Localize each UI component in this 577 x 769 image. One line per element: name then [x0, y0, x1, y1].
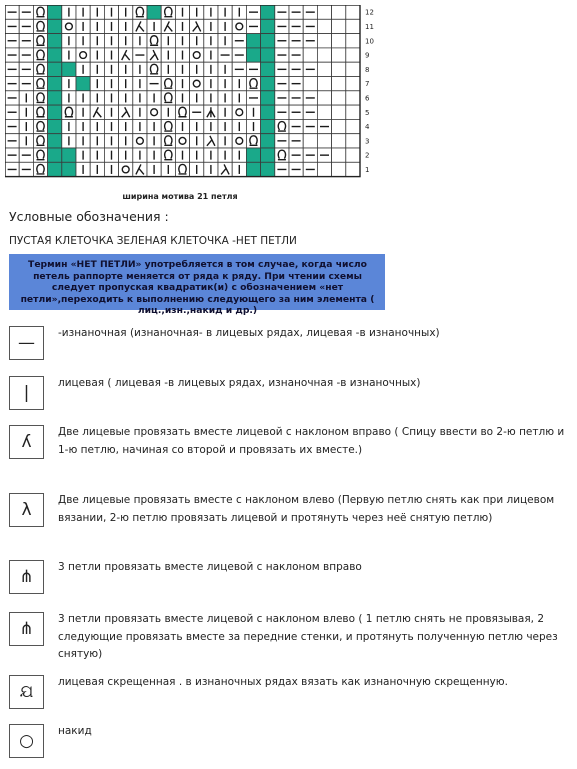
- chart-cell: [246, 148, 260, 162]
- legend-item-text: Две лицевые провязать вместе с наклоном влево (Первую петлю снять как при лицевом вязании, 2-ю петлю провязать лицевой и протянуть через неё снятую петлю): [58, 494, 555, 524]
- chart-cell: [332, 48, 346, 62]
- legend-item-text: 3 петли провязать вместе лицевой с наклоном вправо: [58, 561, 362, 573]
- chart-cell: [332, 105, 346, 119]
- row-number-label: 6: [365, 94, 370, 103]
- chart-cell: [246, 48, 260, 62]
- chart-grid: [5, 5, 380, 190]
- purl-symbol-icon: —: [9, 326, 44, 360]
- chart-cell: [332, 5, 346, 19]
- chart-cell: [332, 148, 346, 162]
- chart-cell: [175, 134, 189, 148]
- chart-cell: [303, 77, 317, 91]
- legend-item-text: Две лицевые провязать вместе лицевой с наклоном вправо ( Спицу ввести во 2-ю петлю и 1-ю петлю, начиная со второй и провязать их вместе.): [58, 426, 565, 456]
- row-number-label: 4: [365, 123, 370, 132]
- k3tog-right-icon: ⋔: [9, 560, 44, 594]
- chart-cell: [48, 105, 62, 119]
- chart-cell: [147, 5, 161, 19]
- row-number-label: 1: [365, 165, 370, 174]
- chart-cell: [346, 148, 360, 162]
- chart-cell: [62, 62, 76, 76]
- chart-cell: [48, 48, 62, 62]
- chart-cell: [332, 162, 346, 176]
- chart-cell: [48, 91, 62, 105]
- chart-cell: [48, 19, 62, 33]
- chart-cell: [261, 77, 275, 91]
- k2tog-right-icon: ʎ: [9, 425, 44, 459]
- chart-cell: [261, 119, 275, 133]
- chart-cell: [190, 48, 204, 62]
- chart-cell: [346, 105, 360, 119]
- chart-cell: [346, 119, 360, 133]
- chart-cell: [317, 19, 331, 33]
- row-number-label: 7: [365, 80, 370, 89]
- chart-cell: [332, 34, 346, 48]
- chart-cell: [232, 105, 246, 119]
- chart-cell: [332, 19, 346, 33]
- yarn-over-icon: ○: [9, 724, 44, 758]
- chart-cell: [119, 162, 133, 176]
- chart-cell: [317, 134, 331, 148]
- chart-cell: [346, 62, 360, 76]
- chart-cell: [246, 162, 260, 176]
- row-number-label: 10: [365, 37, 374, 46]
- legend-item-text: лицевая ( лицевая -в лицевых рядах, изнаночная -в изнаночных): [58, 377, 421, 389]
- chart-cell: [346, 162, 360, 176]
- k2tog-left-icon: λ: [9, 493, 44, 527]
- chart-cell: [76, 77, 90, 91]
- chart-cell: [346, 77, 360, 91]
- chart-cell: [332, 119, 346, 133]
- chart-cell: [346, 134, 360, 148]
- twisted-knit-icon: ଯ: [9, 675, 44, 709]
- chart-cell: [48, 77, 62, 91]
- chart-cell: [48, 119, 62, 133]
- chart-cell: [48, 148, 62, 162]
- chart-cell: [317, 5, 331, 19]
- chart-cell: [190, 77, 204, 91]
- chart-cell: [317, 34, 331, 48]
- knitting-chart: [5, 5, 380, 205]
- chart-cell: [317, 77, 331, 91]
- chart-cell: [317, 162, 331, 176]
- knit-symbol-icon: |: [9, 376, 44, 410]
- chart-cell: [303, 48, 317, 62]
- chart-cell: [62, 148, 76, 162]
- row-number-label: 11: [365, 22, 374, 31]
- chart-cell: [232, 134, 246, 148]
- chart-cell: [261, 148, 275, 162]
- no-stitch-note: Термин «НЕТ ПЕТЛИ» употребляется в том случае, когда число петель раппорте меняется от ряда к ряду. При чтении схемы следует пропуская квадратик(и) с обозначением «нет петли»,переходить к выполнению следующего за ним элемента ( лиц.,изн.,накид и др.): [9, 254, 385, 310]
- chart-cell: [303, 134, 317, 148]
- legend-item-text: лицевая скрещенная . в изнаночных рядах вязать как изнаночную скрещенную.: [58, 676, 508, 688]
- chart-cell: [346, 48, 360, 62]
- row-number-label: 12: [365, 8, 374, 17]
- chart-cell: [261, 105, 275, 119]
- chart-cell: [346, 5, 360, 19]
- row-number-label: 9: [365, 51, 370, 60]
- chart-cell: [261, 91, 275, 105]
- chart-cell: [332, 62, 346, 76]
- chart-cell: [62, 162, 76, 176]
- row-number-label: 5: [365, 108, 370, 117]
- chart-cell: [62, 19, 76, 33]
- chart-cell: [48, 5, 62, 19]
- legend-item-text: накид: [58, 725, 92, 737]
- chart-cell: [332, 77, 346, 91]
- chart-cell: [48, 162, 62, 176]
- chart-cell: [76, 48, 90, 62]
- k3tog-left-icon: ⋔: [9, 612, 44, 646]
- legend-subtitle: ПУСТАЯ КЛЕТОЧКА ЗЕЛЕНАЯ КЛЕТОЧКА -НЕТ ПЕТЛИ: [9, 235, 297, 247]
- chart-cell: [232, 19, 246, 33]
- chart-cell: [317, 91, 331, 105]
- chart-cell: [332, 91, 346, 105]
- chart-cell: [317, 48, 331, 62]
- row-number-label: 3: [365, 137, 370, 146]
- chart-cell: [133, 134, 147, 148]
- row-number-label: 2: [365, 151, 370, 160]
- chart-cell: [48, 134, 62, 148]
- chart-cell: [317, 105, 331, 119]
- row-number-label: 8: [365, 65, 370, 74]
- legend-item-text: -изнаночная (изнаночная- в лицевых рядах, лицевая -в изнаночных): [58, 327, 440, 339]
- chart-cell: [261, 34, 275, 48]
- chart-cell: [261, 162, 275, 176]
- chart-cell: [261, 48, 275, 62]
- chart-cell: [261, 5, 275, 19]
- chart-cell: [48, 62, 62, 76]
- chart-cell: [261, 19, 275, 33]
- legend-item-text: 3 петли провязать вместе лицевой с наклоном влево ( 1 петлю снять не провязывая, 2 следующие провязать вместе за передние стенки, и протянуть полученную петлю через снятую): [58, 613, 558, 660]
- chart-cell: [48, 34, 62, 48]
- chart-caption: ширина мотива 21 петля: [122, 192, 238, 201]
- chart-cell: [332, 134, 346, 148]
- chart-cell: [261, 62, 275, 76]
- chart-cell: [261, 134, 275, 148]
- chart-cell: [317, 62, 331, 76]
- chart-cell: [246, 34, 260, 48]
- chart-cell: [346, 91, 360, 105]
- chart-cell: [147, 105, 161, 119]
- legend-title: Условные обозначения :: [9, 209, 169, 224]
- chart-cell: [346, 34, 360, 48]
- chart-cell: [346, 19, 360, 33]
